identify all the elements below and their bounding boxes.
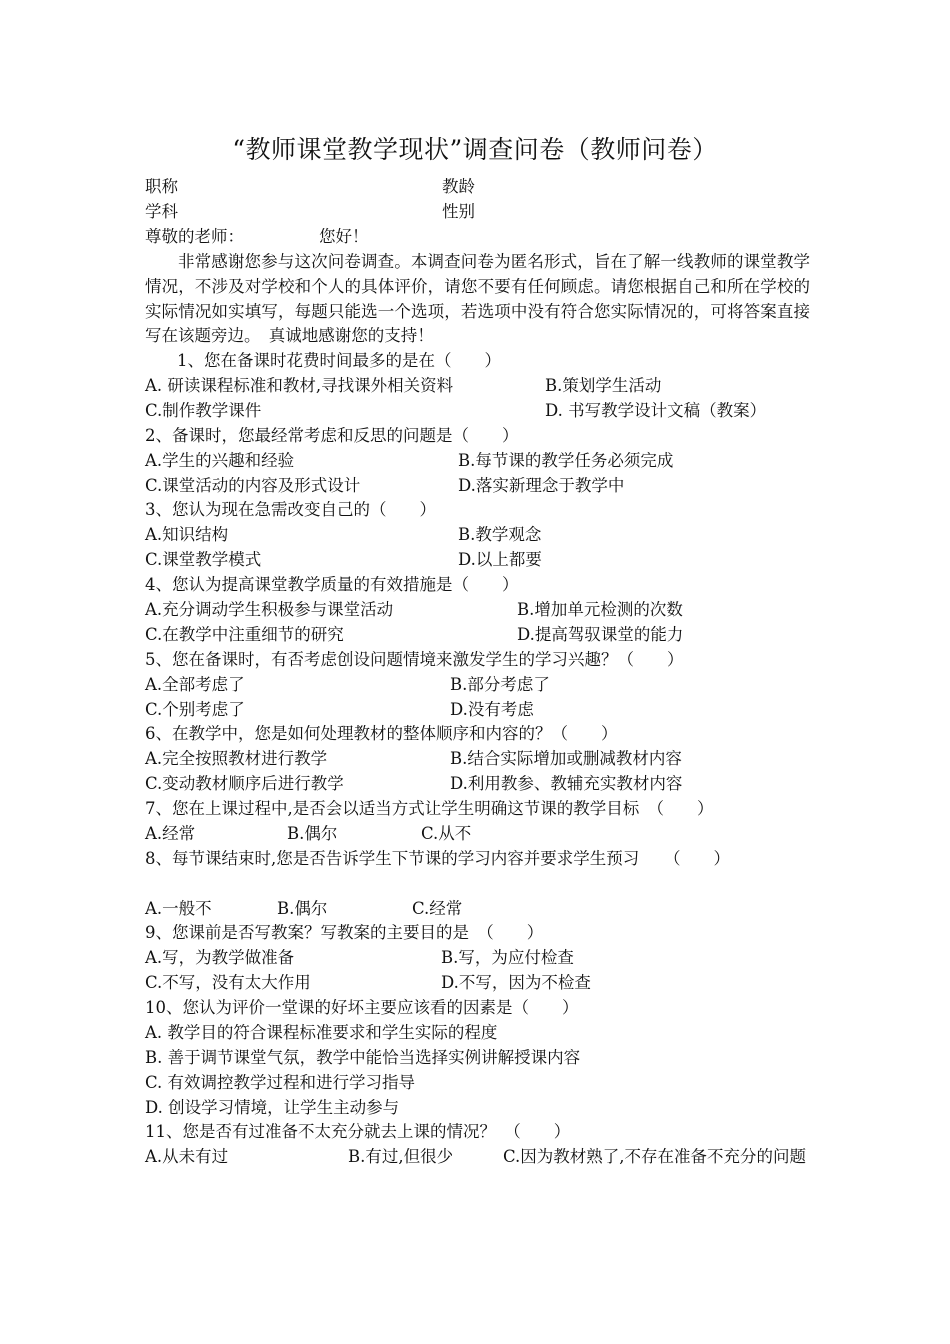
option-b: B.偶尔 bbox=[277, 899, 328, 918]
question-2-options-row-2 bbox=[145, 474, 810, 499]
document-title: “教师课堂教学现状”调查问卷（教师问卷） bbox=[232, 135, 718, 164]
option-b: B.有过,但很少 bbox=[348, 1147, 454, 1166]
question-5-options-row-1 bbox=[145, 673, 810, 698]
question-5-options-row-2 bbox=[145, 698, 810, 723]
question-10-option-b: B. 善于调节课堂气氛，教学中能恰当选择实例讲解授课内容 bbox=[145, 1048, 581, 1067]
option-b: B.策划学生活动 bbox=[545, 376, 662, 395]
question-9-options-row-2 bbox=[145, 971, 810, 996]
question-3-options-row-1 bbox=[145, 523, 810, 548]
option-a: A.完全按照教材进行教学 bbox=[145, 749, 328, 768]
field-teaching-age-label: 教龄 bbox=[442, 177, 475, 196]
option-b: B.偶尔 bbox=[287, 824, 338, 843]
question-1: 1、您在备课时花费时间最多的是在（ ） bbox=[177, 351, 501, 370]
option-b: B.结合实际增加或删减教材内容 bbox=[450, 749, 682, 768]
option-c: C.在教学中注重细节的研究 bbox=[145, 625, 344, 644]
question-9-options-row-1 bbox=[145, 946, 810, 971]
option-c: C.制作教学课件 bbox=[145, 401, 262, 420]
field-subject-label: 学科 bbox=[145, 202, 178, 221]
option-b: B.教学观念 bbox=[458, 525, 542, 544]
option-c: C.个别考虑了 bbox=[145, 700, 245, 719]
field-row-1 bbox=[145, 175, 810, 200]
question-2-options-row-1 bbox=[145, 449, 810, 474]
option-c: C.不写，没有太大作用 bbox=[145, 973, 311, 992]
option-a: A.学生的兴趣和经验 bbox=[145, 451, 295, 470]
option-c: C.从不 bbox=[421, 824, 472, 843]
option-a: A.从未有过 bbox=[145, 1147, 229, 1166]
option-a: A.全部考虑了 bbox=[145, 675, 245, 694]
option-a: A.充分调动学生积极参与课堂活动 bbox=[145, 600, 394, 619]
question-7-options bbox=[145, 822, 810, 847]
question-4-options-row-1 bbox=[145, 598, 810, 623]
question-4-options-row-2 bbox=[145, 623, 810, 648]
option-c: C.课堂活动的内容及形式设计 bbox=[145, 476, 361, 495]
option-c: C.变动教材顺序后进行教学 bbox=[145, 774, 344, 793]
question-11: 11、您是否有过准备不太充分就去上课的情况？ （ ） bbox=[145, 1122, 571, 1141]
question-10-option-d: D. 创设学习情境，让学生主动参与 bbox=[145, 1098, 400, 1117]
question-6-options-row-2 bbox=[145, 772, 810, 797]
option-b: B.增加单元检测的次数 bbox=[517, 600, 683, 619]
option-d: D.落实新理念于教学中 bbox=[458, 476, 625, 495]
option-c: C.课堂教学模式 bbox=[145, 550, 262, 569]
question-5: 5、您在备课时，有否考虑创设问题情境来激发学生的学习兴趣？（ ） bbox=[145, 650, 684, 669]
option-b: B.每节课的教学任务必须完成 bbox=[458, 451, 674, 470]
question-1-options-row-2 bbox=[145, 399, 810, 424]
option-a: A.写，为教学做准备 bbox=[145, 948, 295, 967]
question-8: 8、每节课结束时,您是否告诉学生下节课的学习内容并要求学生预习 （ ） bbox=[145, 849, 730, 868]
question-7: 7、您在上课过程中,是否会以适当方式让学生明确这节课的教学目标 （ ） bbox=[145, 799, 714, 818]
option-d: D.以上都要 bbox=[458, 550, 542, 569]
option-d: D. 书写教学设计文稿（教案） bbox=[545, 401, 767, 420]
option-a: A.知识结构 bbox=[145, 525, 229, 544]
question-6: 6、在教学中，您是如何处理教材的整体顺序和内容的？（ ） bbox=[145, 724, 618, 743]
question-11-options bbox=[145, 1145, 810, 1195]
greeting-line bbox=[145, 225, 810, 250]
option-c: C.因为教材熟了,不存在准备不充分的问题 bbox=[503, 1147, 807, 1166]
question-3-options-row-2 bbox=[145, 548, 810, 573]
field-title-label: 职称 bbox=[145, 177, 178, 196]
question-6-options-row-1 bbox=[145, 747, 810, 772]
option-b: B.写，为应付检查 bbox=[441, 948, 574, 967]
question-4: 4、您认为提高课堂教学质量的有效措施是（ ） bbox=[145, 575, 519, 594]
option-d: D.利用教参、教辅充实教材内容 bbox=[450, 774, 683, 793]
option-c: C.经常 bbox=[412, 899, 463, 918]
option-d: D.不写，因为不检查 bbox=[441, 973, 591, 992]
option-b: B.部分考虑了 bbox=[450, 675, 550, 694]
option-a: A.经常 bbox=[145, 824, 196, 843]
option-a: A.一般不 bbox=[145, 899, 212, 918]
question-10-option-c: C. 有效调控教学过程和进行学习指导 bbox=[145, 1073, 416, 1092]
intro-paragraph: 非常感谢您参与这次问卷调查。本调查问卷为匿名形式，旨在了解一线教师的课堂教学情况，不涉及对学校和个人的具体评价，请您不要有任何顾虑。请您根据自己和所在学校的实际情况如实填写，每题只能选一个选项，若选项中没有符合您实际情况的，可将答案直接写在该题旁边。 真诚地感谢您的支持！ bbox=[145, 252, 810, 346]
field-gender-label: 性别 bbox=[442, 202, 475, 221]
field-row-2 bbox=[145, 200, 810, 225]
question-9: 9、您课前是否写教案？写教案的主要目的是 （ ） bbox=[145, 923, 544, 942]
salutation: 尊敬的老师： bbox=[145, 227, 244, 246]
question-8-options bbox=[145, 897, 810, 922]
question-10-option-a: A. 教学目的符合课程标准要求和学生实际的程度 bbox=[145, 1023, 498, 1042]
option-d: D.没有考虑 bbox=[450, 700, 534, 719]
question-3: 3、您认为现在急需改变自己的（ ） bbox=[145, 500, 436, 519]
question-1-options-row-1 bbox=[145, 374, 810, 399]
option-a: A. 研读课程标准和教材,寻找课外相关资料 bbox=[145, 376, 454, 395]
question-10: 10、您认为评价一堂课的好坏主要应该看的因素是（ ） bbox=[145, 998, 579, 1017]
greeting-hello: 您好！ bbox=[319, 227, 369, 246]
question-2: 2、备课时，您最经常考虑和反思的问题是（ ） bbox=[145, 426, 519, 445]
option-d: D.提高驾驭课堂的能力 bbox=[517, 625, 684, 644]
